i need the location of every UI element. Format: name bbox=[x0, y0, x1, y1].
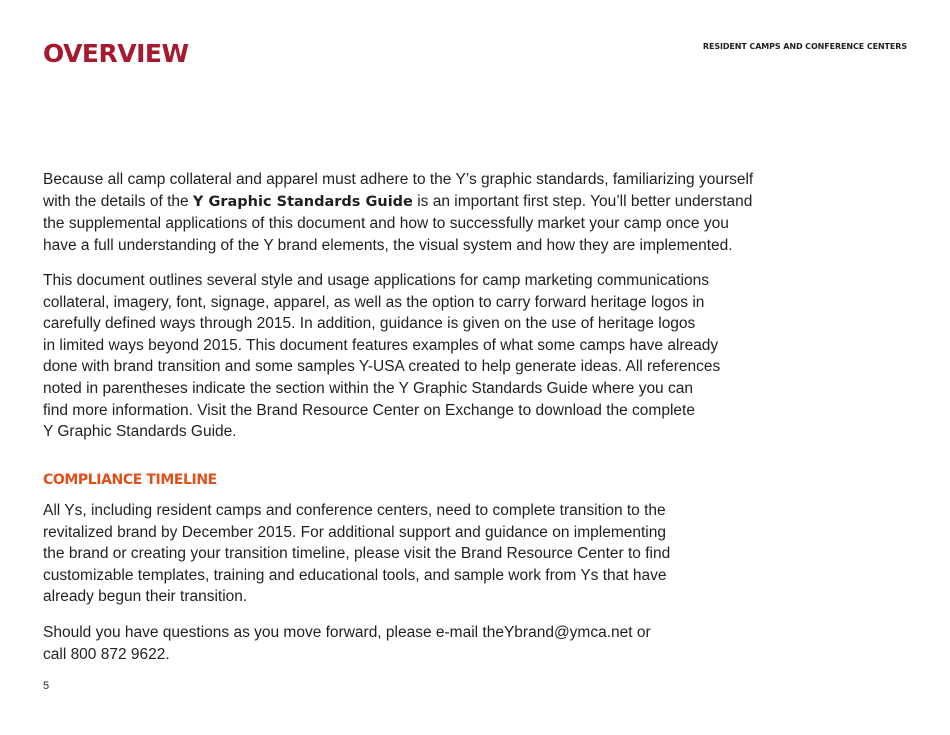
text-line: collateral, imagery, font, signage, apparel, as well as the option to carry forward heritage logos in bbox=[43, 293, 705, 311]
text-line: already begun their transition. bbox=[43, 588, 248, 606]
section-header: RESIDENT CAMPS AND CONFERENCE CENTERS bbox=[702, 42, 907, 51]
contact-paragraph bbox=[43, 622, 733, 665]
text-line: customizable templates, training and educational tools, and sample work from Ys that have bbox=[43, 566, 667, 584]
guide-title-bold: Y Graphic Standards Guide bbox=[192, 193, 413, 210]
text-line: Y Graphic Standards Guide. bbox=[43, 423, 237, 441]
intro-paragraph-2 bbox=[43, 270, 733, 443]
text-line: find more information. Visit the Brand Resource Center on Exchange to download the complete bbox=[43, 401, 695, 419]
text-line: in limited ways beyond 2015. This document features examples of what some camps have already bbox=[43, 336, 719, 354]
text-line: done with brand transition and some samples Y-USA created to help generate ideas. All references bbox=[43, 358, 721, 376]
compliance-paragraph bbox=[43, 500, 733, 608]
text-run: with the details of the bbox=[43, 192, 193, 210]
text-line: have a full understanding of the Y brand elements, the visual system and how they are implemented. bbox=[43, 236, 733, 254]
text-line: All Ys, including resident camps and conference centers, need to complete transition to the bbox=[43, 502, 666, 519]
intro-paragraph-1 bbox=[43, 169, 754, 256]
text-line: This document outlines several style and usage applications for camp marketing communications bbox=[43, 272, 709, 289]
page-title: OVERVIEW bbox=[43, 39, 189, 68]
text-line: revitalized brand by December 2015. For additional support and guidance on implementing bbox=[43, 523, 666, 541]
text-line: the brand or creating your transition timeline, please visit the Brand Resource Center to find bbox=[43, 545, 671, 563]
text-line: noted in parentheses indicate the section within the Y Graphic Standards Guide where you can bbox=[43, 379, 693, 397]
compliance-timeline-heading: COMPLIANCE TIMELINE bbox=[43, 472, 217, 488]
text-line bbox=[43, 191, 753, 214]
text-line: call 800 872 9622. bbox=[43, 645, 170, 663]
text-line: Because all camp collateral and apparel must adhere to the Y’s graphic standards, familiarizing yourself bbox=[43, 171, 754, 188]
text-line: carefully defined ways through 2015. In addition, guidance is given on the use of heritage logos bbox=[43, 315, 696, 333]
text-line: Should you have questions as you move forward, please e-mail theYbrand@ymca.net or bbox=[43, 624, 651, 641]
page-number: 5 bbox=[43, 680, 50, 692]
text-line: the supplemental applications of this document and how to successfully market your camp once you bbox=[43, 215, 729, 233]
text-run: is an important first step. You’ll better understand bbox=[412, 192, 753, 210]
